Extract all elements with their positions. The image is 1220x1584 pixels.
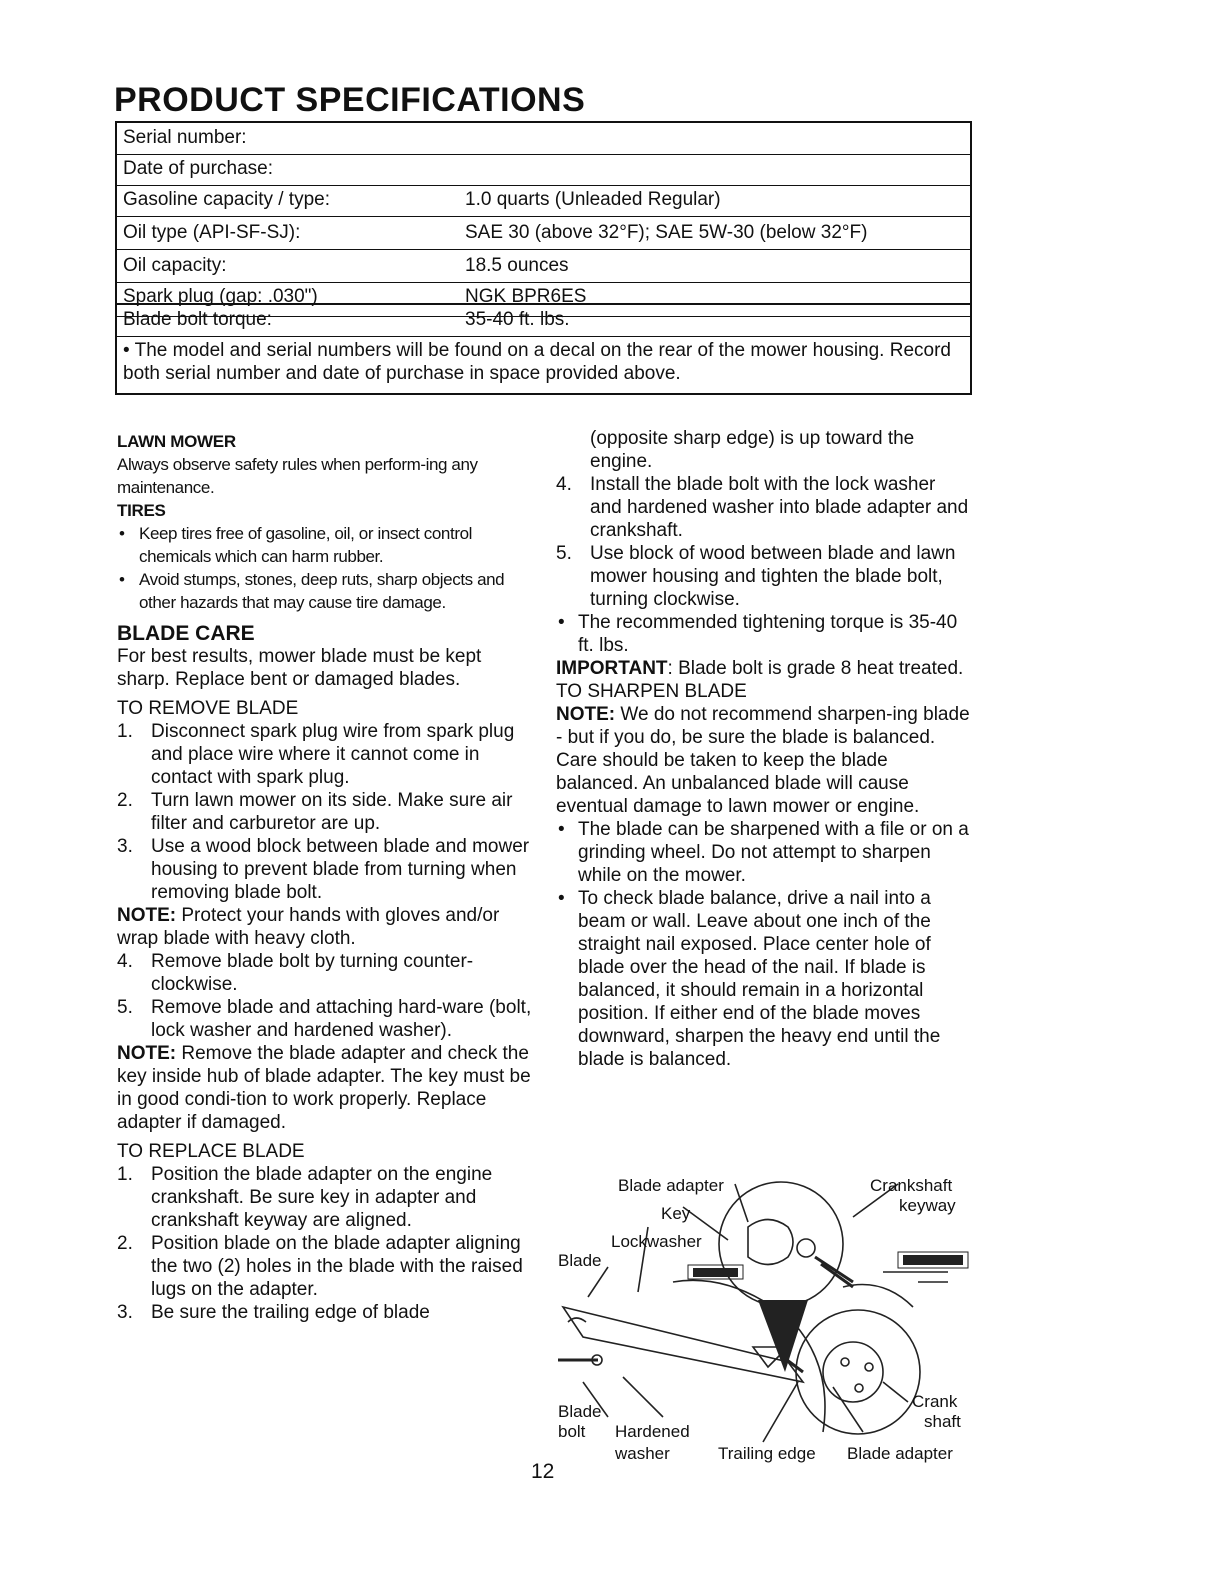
note-text: Protect your hands with gloves and/or wrap blade with heavy cloth. xyxy=(117,905,500,949)
list-item xyxy=(117,1232,532,1301)
step-number: 3. xyxy=(117,836,133,857)
spec-row xyxy=(117,251,970,283)
step-number: 3. xyxy=(117,1302,133,1323)
list-item xyxy=(117,996,532,1042)
list-item xyxy=(117,568,532,614)
spec-label: Spark plug (gap: .030") xyxy=(123,286,318,307)
list-item xyxy=(556,542,971,611)
sharpen-blade-heading: TO SHARPEN BLADE xyxy=(556,681,747,702)
specs-note: • The model and serial numbers will be found on a decal on the rear of the mower housing. Record both serial number and date of purchase in space provided above. xyxy=(123,340,951,384)
left-column xyxy=(117,430,532,1324)
step-number: 4. xyxy=(556,474,572,495)
label-hardened-washer: Hardened xyxy=(615,1422,690,1441)
list-item xyxy=(117,1163,532,1232)
page-number: 12 xyxy=(531,1460,555,1483)
replace-blade-heading: TO REPLACE BLADE xyxy=(117,1141,305,1162)
step-text: Use a wood block between blade and mower housing to prevent blade from turning when removing blade bolt. xyxy=(151,836,530,903)
step-text: Position blade on the blade adapter aligning the two (2) holes in the blade with the raised lugs on the adapter. xyxy=(151,1233,523,1300)
note-label: NOTE: xyxy=(117,1043,177,1064)
note-paragraph xyxy=(117,904,532,950)
list-item xyxy=(117,789,532,835)
care-text: Care should be taken to keep the blade balanced. An unbalanced blade will cause eventual damage to lawn mower or engine. xyxy=(556,750,920,817)
label-key: Key xyxy=(661,1204,691,1223)
sharpen-bullet: To check blade balance, drive a nail into a beam or wall. Leave about one inch of the straight nail exposed. Place center hole of blade over the head of the nail. If blade is balanced, it should remain in a horizontal position. If either end of the blade moves downward, sharpen the heavy end until the blade is balanced. xyxy=(578,888,941,1070)
spec-label: Oil capacity: xyxy=(123,255,227,276)
remove-blade-heading: TO REMOVE BLADE xyxy=(117,698,299,719)
note-label: NOTE: xyxy=(556,704,616,725)
spec-row xyxy=(115,305,972,337)
lawn-mower-heading: LAWN MOWER xyxy=(117,432,236,451)
step-text: Remove blade and attaching hard-ware (bolt, lock washer and hardened washer). xyxy=(151,997,532,1041)
spec-value: 18.5 ounces xyxy=(465,255,569,276)
step-number: 5. xyxy=(117,997,133,1018)
tires-bullet: Avoid stumps, stones, deep ruts, sharp objects and other hazards that may cause tire damage. xyxy=(139,570,505,612)
magnifier-pointer xyxy=(758,1300,808,1372)
step-text: Position the blade adapter on the engine crankshaft. Be sure key in adapter and crankshaft keyway are aligned. xyxy=(151,1164,493,1231)
step-number: 1. xyxy=(117,1164,133,1185)
spec-value: NGK BPR6ES xyxy=(465,286,587,307)
step-number: 2. xyxy=(117,790,133,811)
list-item xyxy=(117,950,532,996)
bullet-icon: • xyxy=(558,888,565,909)
page-title: PRODUCT SPECIFICATIONS xyxy=(114,81,586,119)
spec-label: Gasoline capacity / type: xyxy=(123,189,330,210)
list-item xyxy=(556,473,971,542)
bullet-icon: • xyxy=(119,570,125,589)
label-crankshaft: shaft xyxy=(924,1412,961,1431)
spec-label: Serial number: xyxy=(123,127,247,148)
important-text: : Blade bolt is grade 8 heat treated. xyxy=(667,658,964,679)
step-text: Install the blade bolt with the lock washer and hardened washer into blade adapter and crankshaft. xyxy=(590,474,969,541)
blade-care-text: For best results, mower blade must be kept sharp. Replace bent or damaged blades. xyxy=(117,646,482,690)
step-text: Remove blade bolt by turning counter-clockwise. xyxy=(151,951,474,995)
spec-label: Blade bolt torque: xyxy=(123,309,272,330)
specs-note-box xyxy=(115,337,972,395)
list-item xyxy=(556,611,971,657)
torque-bullet: The recommended tightening torque is 35-40 ft. lbs. xyxy=(578,612,958,656)
label-blade-adapter: Blade adapter xyxy=(618,1176,724,1195)
bullet-icon: • xyxy=(558,612,565,633)
right-column xyxy=(556,427,971,1071)
note-text: Remove the blade adapter and check the key inside hub of blade adapter. The key must be in good condi-tion to work properly. Replace adapter if damaged. xyxy=(117,1043,531,1133)
label-lockwasher: Lockwasher xyxy=(611,1232,702,1251)
step-text: Use block of wood between blade and lawn mower housing and tighten the blade bolt, turning clockwise. xyxy=(590,543,956,610)
list-item xyxy=(556,818,971,887)
adapter-detail xyxy=(748,1220,793,1265)
step-number: 4. xyxy=(117,951,133,972)
label-trailing-edge: Trailing edge xyxy=(718,1444,816,1463)
label-blade-adapter-bottom: Blade adapter xyxy=(847,1444,953,1463)
note-paragraph xyxy=(556,703,971,749)
spec-value: SAE 30 (above 32°F); SAE 5W-30 (below 32°F) xyxy=(465,222,868,243)
step-number: 5. xyxy=(556,543,572,564)
spec-row xyxy=(117,218,970,250)
continued-text: (opposite sharp edge) is up toward the engine. xyxy=(590,428,915,472)
spec-label: Oil type (API-SF-SJ): xyxy=(123,222,301,243)
list-item xyxy=(556,887,971,1071)
lawn-mower-text: Always observe safety rules when perform-ing any maintenance. xyxy=(117,455,478,497)
step-text: Be sure the trailing edge of blade xyxy=(151,1302,430,1323)
step-number: 1. xyxy=(117,721,133,742)
list-item xyxy=(117,1301,532,1324)
wheel-outline xyxy=(796,1310,920,1434)
label-blade-bolt: Blade xyxy=(558,1402,602,1421)
important-paragraph xyxy=(556,657,971,680)
spec-row xyxy=(117,154,970,186)
label-blade: Blade xyxy=(558,1251,602,1270)
tires-bullet: Keep tires free of gasoline, oil, or insect control chemicals which can harm rubber. xyxy=(139,524,473,566)
spec-label: Date of purchase: xyxy=(123,158,273,179)
blade-assembly-diagram xyxy=(553,1172,973,1472)
spec-value: 1.0 quarts (Unleaded Regular) xyxy=(465,189,721,210)
note-paragraph xyxy=(117,1042,532,1134)
list-item xyxy=(117,835,532,904)
step-number: 2. xyxy=(117,1233,133,1254)
blade-care-heading: BLADE CARE xyxy=(117,622,255,645)
spec-value: 35-40 ft. lbs. xyxy=(465,309,570,330)
bullet-icon: • xyxy=(558,819,565,840)
label-crankshaft-keyway: Crankshaft xyxy=(870,1176,953,1195)
label-crankshaft-keyway: keyway xyxy=(899,1196,956,1215)
sharpen-bullet: The blade can be sharpened with a file or on a grinding wheel. Do not attempt to sharpen while on the mower. xyxy=(578,819,969,886)
spec-row xyxy=(117,123,970,155)
list-item xyxy=(117,720,532,789)
magnified-view-circle xyxy=(719,1182,843,1306)
note-text: We do not recommend sharpen-ing blade - but if you do, be sure the blade is balanced. xyxy=(556,704,970,748)
bullet-icon: • xyxy=(119,524,125,543)
spec-row xyxy=(117,185,970,217)
label-blade-bolt: bolt xyxy=(558,1422,586,1441)
step-text: Disconnect spark plug wire from spark plug and place wire where it cannot come in contact with spark plug. xyxy=(151,721,515,788)
note-label: NOTE: xyxy=(117,905,177,926)
tires-heading: TIRES xyxy=(117,501,166,520)
step-text: Turn lawn mower on its side. Make sure air filter and carburetor are up. xyxy=(151,790,513,834)
list-item xyxy=(117,522,532,568)
important-label: IMPORTANT xyxy=(556,658,668,679)
specifications-table xyxy=(115,121,972,305)
label-crankshaft: Crank xyxy=(912,1392,958,1411)
label-hardened-washer: washer xyxy=(615,1444,670,1463)
